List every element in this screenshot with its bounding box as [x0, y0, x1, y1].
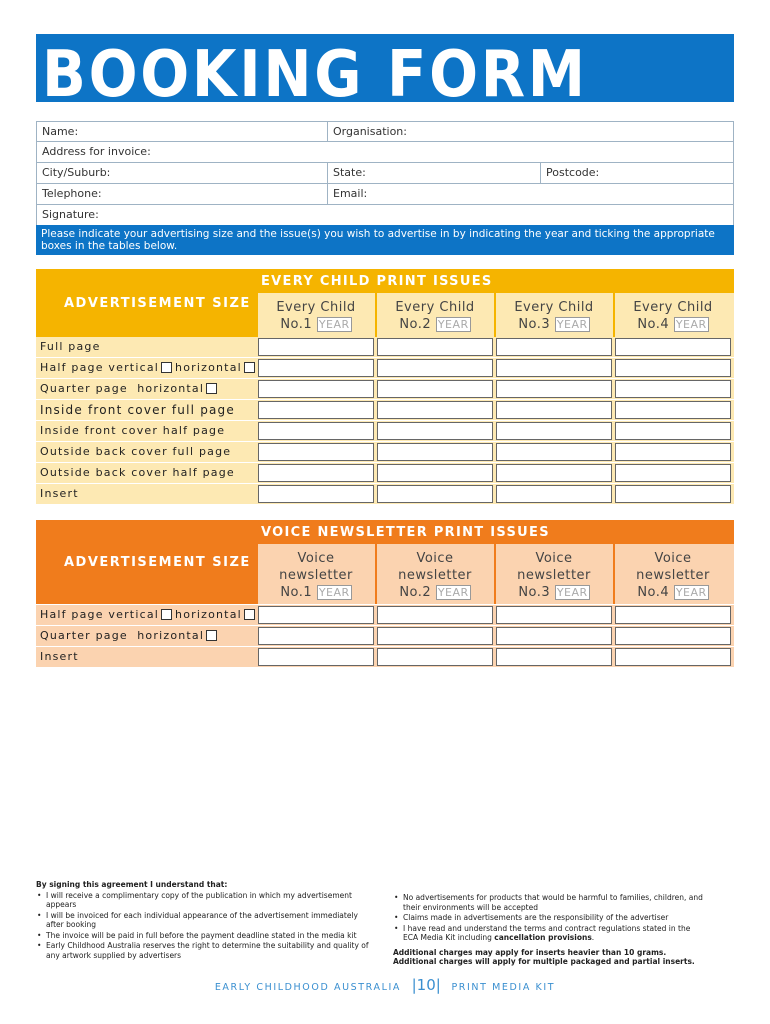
terms-item: • Claims made in advertisements are the responsibility of the advertiser — [403, 913, 703, 923]
instruction-banner: Please indicate your advertising size and the issue(s) you wish to advertise in by indicating the year and ticking the appropriate boxes in the tables below. — [36, 225, 734, 255]
terms-item: • I will receive a complimentary copy of the publication in which my advertisement appears — [46, 891, 376, 910]
row-label-full-page: Full page — [40, 340, 101, 353]
ec-column-no1 — [259, 299, 373, 333]
row-label-inside-front-full: Inside front cover full page — [40, 403, 235, 417]
half-page-vertical-label: Half page vertical — [40, 361, 160, 374]
ec-cell[interactable] — [258, 359, 374, 377]
voice-header-divider — [494, 544, 496, 604]
ec-cell[interactable] — [615, 443, 731, 461]
row-label-outside-back-half: Outside back cover half page — [40, 466, 235, 479]
half-page-horizontal-label: horizontal — [175, 608, 242, 621]
voice-cell[interactable] — [377, 606, 493, 624]
voice-cell[interactable] — [258, 606, 374, 624]
row-label-half-page — [40, 358, 258, 378]
ec-cell[interactable] — [377, 485, 493, 503]
year-input[interactable]: YEAR — [437, 586, 469, 599]
voice-column-title: Voice — [416, 551, 454, 566]
email-field[interactable]: Email: — [327, 184, 733, 204]
voice-column-title: Voice — [654, 551, 692, 566]
field-row-telephone — [36, 184, 734, 205]
ec-column-number: No.3 — [518, 317, 551, 332]
ec-column-no2 — [378, 299, 492, 333]
voice-cell[interactable] — [377, 648, 493, 666]
charges-note-1: Additional charges may apply for inserts heavier than 10 grams. — [393, 947, 667, 957]
voice-cell[interactable] — [615, 648, 731, 666]
voice-column-subtitle: newsletter — [279, 568, 353, 583]
ec-cell[interactable] — [377, 422, 493, 440]
ec-header-divider — [375, 293, 377, 337]
voice-row-label-quarter-page — [40, 626, 220, 646]
voice-column-no4 — [616, 550, 730, 601]
terms-list-right — [393, 893, 703, 943]
footer-doc: PRINT MEDIA KIT — [451, 982, 556, 993]
terms-list-left — [36, 891, 376, 961]
ec-cell[interactable] — [615, 422, 731, 440]
field-row-signature — [36, 205, 734, 226]
field-row-city — [36, 163, 734, 184]
footer-org: EARLY CHILDHOOD AUSTRALIA — [214, 982, 401, 993]
ec-cell[interactable] — [258, 380, 374, 398]
voice-column-no1 — [259, 550, 373, 601]
ec-cell[interactable] — [615, 338, 731, 356]
ec-section-heading: EVERY CHILD PRINT ISSUES — [258, 269, 734, 293]
voice-column-number: No.2 — [399, 585, 432, 600]
title-banner — [36, 34, 734, 102]
ec-cell[interactable] — [496, 464, 612, 482]
ec-cell[interactable] — [496, 443, 612, 461]
voice-column-title: Voice — [297, 551, 335, 566]
terms-item-text: I have read and understand the terms and contract regulations stated in the ECA Media Kit including — [403, 923, 691, 942]
row-label-quarter-page — [40, 379, 220, 399]
organisation-field[interactable]: Organisation: — [327, 122, 733, 141]
voice-cell[interactable] — [496, 627, 612, 645]
ec-advertisement-size-label — [36, 269, 258, 337]
voice-header-divider — [375, 544, 377, 604]
voice-column-number: No.3 — [518, 585, 551, 600]
signature-field[interactable]: Signature: — [42, 208, 99, 221]
ec-header-divider — [613, 293, 615, 337]
ec-cell[interactable] — [615, 401, 731, 419]
ec-cell[interactable] — [496, 401, 612, 419]
ec-cell[interactable] — [258, 464, 374, 482]
page-title: BOOKING FORM — [42, 38, 588, 102]
ec-column-no3 — [497, 299, 611, 333]
ec-column-number: No.4 — [637, 317, 670, 332]
year-input[interactable]: YEAR — [437, 318, 469, 331]
city-field[interactable]: City/Suburb: — [42, 166, 111, 179]
terms-heading: By signing this agreement I understand that: — [36, 880, 228, 889]
year-input[interactable]: YEAR — [675, 586, 707, 599]
voice-cell[interactable] — [496, 606, 612, 624]
voice-cell[interactable] — [615, 606, 731, 624]
telephone-field[interactable]: Telephone: — [42, 187, 102, 200]
page-footer — [0, 976, 770, 994]
quarter-horizontal-checkbox[interactable] — [206, 630, 217, 641]
terms-item: • Early Childhood Australia reserves the right to determine the suitability and quality of any artwork supplied by advertisers — [46, 941, 376, 960]
ec-cell[interactable] — [496, 422, 612, 440]
ec-cell[interactable] — [377, 464, 493, 482]
field-row-address — [36, 142, 734, 163]
cancellation-provisions: cancellation provisions — [494, 933, 592, 942]
ec-cell[interactable] — [258, 422, 374, 440]
horizontal-checkbox[interactable] — [244, 362, 255, 373]
ec-cell[interactable] — [377, 359, 493, 377]
voice-column-number: No.1 — [280, 585, 313, 600]
voice-cell[interactable] — [496, 648, 612, 666]
year-input[interactable]: YEAR — [556, 586, 588, 599]
ec-header-divider — [494, 293, 496, 337]
ec-cell[interactable] — [496, 485, 612, 503]
quarter-page-label: Quarter page horizontal — [40, 629, 205, 642]
voice-column-subtitle: newsletter — [398, 568, 472, 583]
horizontal-checkbox[interactable] — [244, 609, 255, 620]
ec-cell[interactable] — [496, 338, 612, 356]
vertical-checkbox[interactable] — [161, 362, 172, 373]
field-row-name — [36, 121, 734, 142]
address-field[interactable]: Address for invoice: — [42, 145, 151, 158]
terms-item — [403, 924, 703, 943]
postcode-field[interactable]: Postcode: — [540, 163, 733, 183]
ec-cell[interactable] — [377, 443, 493, 461]
ec-cell[interactable] — [258, 338, 374, 356]
ec-cell[interactable] — [258, 401, 374, 419]
ec-cell[interactable] — [258, 443, 374, 461]
voice-header-divider — [613, 544, 615, 604]
ec-cell[interactable] — [615, 359, 731, 377]
year-input[interactable]: YEAR — [318, 586, 350, 599]
voice-column-no3 — [497, 550, 611, 601]
row-label-inside-front-half: Inside front cover half page — [40, 424, 226, 437]
ec-cell[interactable] — [377, 401, 493, 419]
ec-cell[interactable] — [377, 380, 493, 398]
ec-advertisement-size-text: ADVERTISEMENT SIZE — [64, 295, 251, 311]
voice-advertisement-size-text: ADVERTISEMENT SIZE — [64, 554, 251, 570]
voice-column-title: Voice — [535, 551, 573, 566]
voice-section-heading: VOICE NEWSLETTER PRINT ISSUES — [258, 520, 734, 544]
voice-column-subtitle: newsletter — [517, 568, 591, 583]
ec-cell[interactable] — [258, 485, 374, 503]
voice-column-number: No.4 — [637, 585, 670, 600]
ec-column-title: Every Child — [633, 300, 713, 315]
state-field[interactable]: State: — [327, 163, 540, 183]
terms-item-suffix: . — [591, 933, 595, 942]
voice-advertisement-size-label — [36, 520, 258, 604]
charges-note-2: Additional charges will apply for multiple packaged and partial inserts. — [393, 957, 695, 966]
page-number: |10| — [411, 976, 441, 994]
ec-cell[interactable] — [496, 380, 612, 398]
ec-cell[interactable] — [615, 464, 731, 482]
voice-cell[interactable] — [615, 627, 731, 645]
ec-cell[interactable] — [615, 485, 731, 503]
vertical-checkbox[interactable] — [161, 609, 172, 620]
ec-cell[interactable] — [496, 359, 612, 377]
voice-cell[interactable] — [258, 627, 374, 645]
row-label-outside-back-full: Outside back cover full page — [40, 445, 232, 458]
quarter-horizontal-checkbox[interactable] — [206, 383, 217, 394]
name-field[interactable]: Name: — [42, 125, 79, 138]
terms-item: • No advertisements for products that would be harmful to families, children, and their environments will be accepted — [403, 893, 703, 912]
ec-column-title: Every Child — [514, 300, 594, 315]
voice-column-no2 — [378, 550, 492, 601]
ec-cell[interactable] — [615, 380, 731, 398]
ec-cell[interactable] — [377, 338, 493, 356]
quarter-page-label: Quarter page horizontal — [40, 382, 205, 395]
ec-column-title: Every Child — [276, 300, 356, 315]
terms-item: • I will be invoiced for each individual appearance of the advertisement immediately after booking — [46, 911, 376, 930]
row-label-insert: Insert — [40, 487, 79, 500]
ec-column-number: No.1 — [280, 317, 313, 332]
year-input[interactable]: YEAR — [318, 318, 350, 331]
voice-column-subtitle: newsletter — [636, 568, 710, 583]
year-input[interactable]: YEAR — [556, 318, 588, 331]
voice-row-label-half-page — [40, 605, 258, 625]
terms-item: • The invoice will be paid in full before the payment deadline stated in the media kit — [46, 931, 376, 941]
terms-left — [36, 880, 376, 961]
half-page-vertical-label: Half page vertical — [40, 608, 160, 621]
ec-column-no4 — [616, 299, 730, 333]
ec-column-title: Every Child — [395, 300, 475, 315]
half-page-horizontal-label: horizontal — [175, 361, 242, 374]
voice-row-label-insert: Insert — [40, 650, 79, 663]
ec-column-number: No.2 — [399, 317, 432, 332]
terms-right — [393, 893, 703, 967]
voice-cell[interactable] — [258, 648, 374, 666]
voice-cell[interactable] — [377, 627, 493, 645]
year-input[interactable]: YEAR — [675, 318, 707, 331]
